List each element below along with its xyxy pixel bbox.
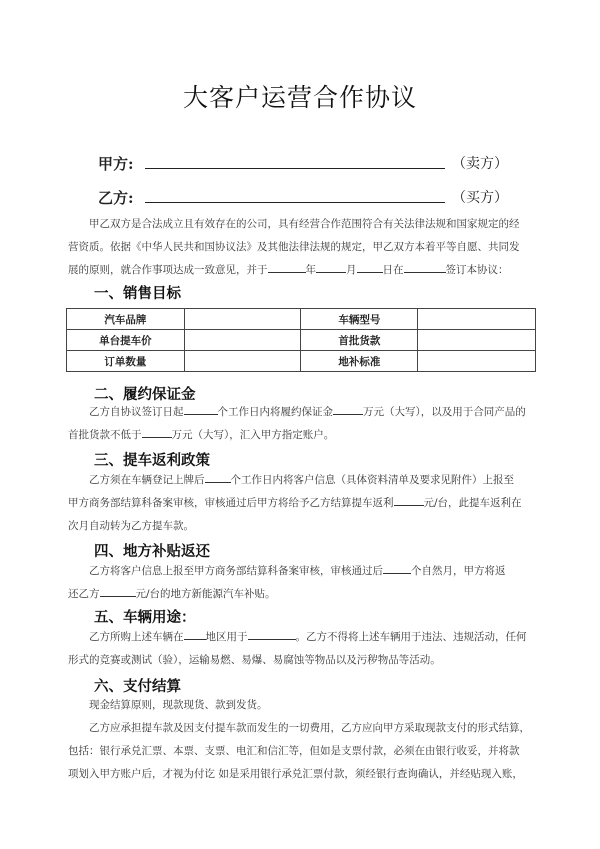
- party-b-line[interactable]: [145, 202, 445, 203]
- rebate-amount-blank[interactable]: [394, 494, 424, 506]
- rebate-text: 元/台，此提车返利在: [423, 497, 522, 509]
- usage-text: 乙方所购上述车辆在: [89, 631, 184, 643]
- deposit-line-1: [68, 401, 538, 424]
- location-blank[interactable]: [404, 261, 446, 273]
- table-cell-input[interactable]: [184, 309, 301, 330]
- payment-line-2: 乙方应承担提车款及因支付提车款而发生的一切费用，乙方应向甲方采取现款支付的形式结算，: [89, 722, 530, 734]
- deposit-text: 万元（大写），以及用于合同产品的: [363, 406, 526, 418]
- subsidy-amount-blank[interactable]: [100, 585, 136, 597]
- year-blank[interactable]: [268, 261, 306, 273]
- intro-line-1: 甲乙双方是合法成立且有效存在的公司，具有经营合作范围符合有关法律法规和国家规定的经: [89, 218, 520, 230]
- table-cell-label: 车辆型号: [301, 309, 418, 330]
- section-4-heading: 四、地方补贴返还: [94, 543, 210, 560]
- section-3-heading: 三、提车返利政策: [94, 452, 210, 469]
- year-label: 年: [305, 264, 316, 276]
- intro-line-3-end: 签订本协议：: [445, 264, 509, 276]
- first-payment-blank[interactable]: [142, 426, 172, 438]
- usage-line-1: [68, 626, 538, 649]
- section-2-heading: 二、履约保证金: [94, 386, 196, 403]
- payment-line-3: 包括：银行承兑汇票、本票、支票、电汇和信汇等，但如是支票付款，必须在由银行收妥，并将款: [68, 745, 520, 757]
- deposit-text: 首批货款不低于: [68, 429, 142, 441]
- region-blank[interactable]: [184, 628, 206, 640]
- table-cell-input[interactable]: [184, 351, 301, 372]
- section-1-heading: 一、销售目标: [94, 285, 181, 302]
- deposit-text: 万元（大写），汇入甲方指定账户。: [171, 429, 335, 441]
- party-b-label: 乙方:: [98, 189, 134, 207]
- party-a-role: （卖方）: [452, 156, 508, 172]
- subsidy-text: 乙方将客户信息上报至甲方商务部结算科备案审核，审核通过后: [89, 565, 383, 577]
- deposit-line-2: [68, 424, 538, 447]
- deposit-text: 个工作日内将履约保证金: [217, 406, 333, 418]
- rebate-text: 个工作日内将客户信息（具体资料清单及要求见附件）上报至: [230, 474, 514, 486]
- rebate-line-1: [68, 469, 538, 492]
- day-blank[interactable]: [357, 261, 383, 273]
- payment-paragraph: [68, 694, 538, 786]
- page-title: 大客户运营合作协议: [182, 83, 417, 112]
- party-a-line[interactable]: [145, 168, 445, 169]
- purpose-blank[interactable]: [248, 628, 296, 640]
- table-row: [67, 330, 536, 351]
- table-cell-input[interactable]: [418, 351, 536, 372]
- table-cell-label: 首批货款: [301, 330, 418, 351]
- day-label: 日在: [382, 264, 404, 276]
- deposit-paragraph: [68, 401, 538, 447]
- intro-line-3-text: 展的原则，就合作事项达成一致意见，并于: [68, 264, 268, 276]
- rebate-line-3: 次月自动转为乙方提车款。: [68, 520, 194, 532]
- table-cell-label: 单台提车价: [67, 330, 185, 351]
- table-row: [67, 351, 536, 372]
- sales-target-table: [66, 308, 536, 372]
- subsidy-paragraph: [68, 560, 538, 606]
- table-cell-input[interactable]: [418, 309, 536, 330]
- subsidy-text: 还乙方: [68, 588, 100, 600]
- deposit-text: 乙方自协议签订日起: [89, 406, 184, 418]
- table-cell-input[interactable]: [418, 330, 536, 351]
- usage-text: 。乙方不得将上述车辆用于违法、违规活动，任何: [295, 631, 527, 643]
- subsidy-text: 个自然月，甲方将返: [411, 565, 506, 577]
- month-label: 月: [346, 264, 357, 276]
- subsidy-months-blank[interactable]: [383, 562, 411, 574]
- deposit-amount-blank[interactable]: [333, 403, 363, 415]
- usage-line-2: 形式的竞赛或测试（验），运输易燃、易爆、易腐蚀等物品以及污秽物品等活动。: [68, 654, 441, 666]
- intro-line-3: [68, 259, 538, 282]
- table-cell-input[interactable]: [184, 330, 301, 351]
- month-blank[interactable]: [316, 261, 346, 273]
- rebate-days-blank[interactable]: [205, 471, 231, 483]
- section-6-heading: 六、支付结算: [94, 678, 181, 695]
- workday-blank[interactable]: [184, 403, 218, 415]
- table-cell-label: 订单数量: [67, 351, 185, 372]
- table-cell-label: 地补标准: [301, 351, 418, 372]
- usage-text: 地区用于: [205, 631, 248, 643]
- payment-line-1: 现金结算原则，现款现货、款到发货。: [89, 699, 268, 711]
- party-b-role: （买方）: [452, 190, 508, 206]
- table-row: [67, 309, 536, 330]
- payment-line-4: 项划入甲方账户后，才视为付讫 如是采用银行承兑汇票付款，须经银行查询确认，并经贴现入账，: [68, 768, 523, 780]
- party-a-label: 甲方:: [98, 155, 134, 173]
- rebate-paragraph: [68, 469, 538, 538]
- subsidy-line-2: [68, 583, 538, 606]
- subsidy-line-1: [68, 560, 538, 583]
- rebate-line-2: [68, 492, 538, 515]
- subsidy-text: 元/台的地方新能源汽车补贴。: [135, 588, 276, 600]
- intro-line-2: 营资质。依据《中华人民共和国协议法》及其他法律法规的规定，甲乙双方本着平等自愿、共同发: [68, 241, 520, 253]
- rebate-text: 甲方商务部结算科备案审核，审核通过后甲方将给予乙方结算提车返利: [68, 497, 394, 509]
- intro-paragraph: [68, 213, 538, 282]
- usage-paragraph: [68, 626, 538, 672]
- rebate-text: 乙方须在车辆登记上牌后: [89, 474, 205, 486]
- table-cell-label: 汽车品牌: [67, 309, 185, 330]
- section-5-heading: 五、车辆用途：: [94, 609, 196, 626]
